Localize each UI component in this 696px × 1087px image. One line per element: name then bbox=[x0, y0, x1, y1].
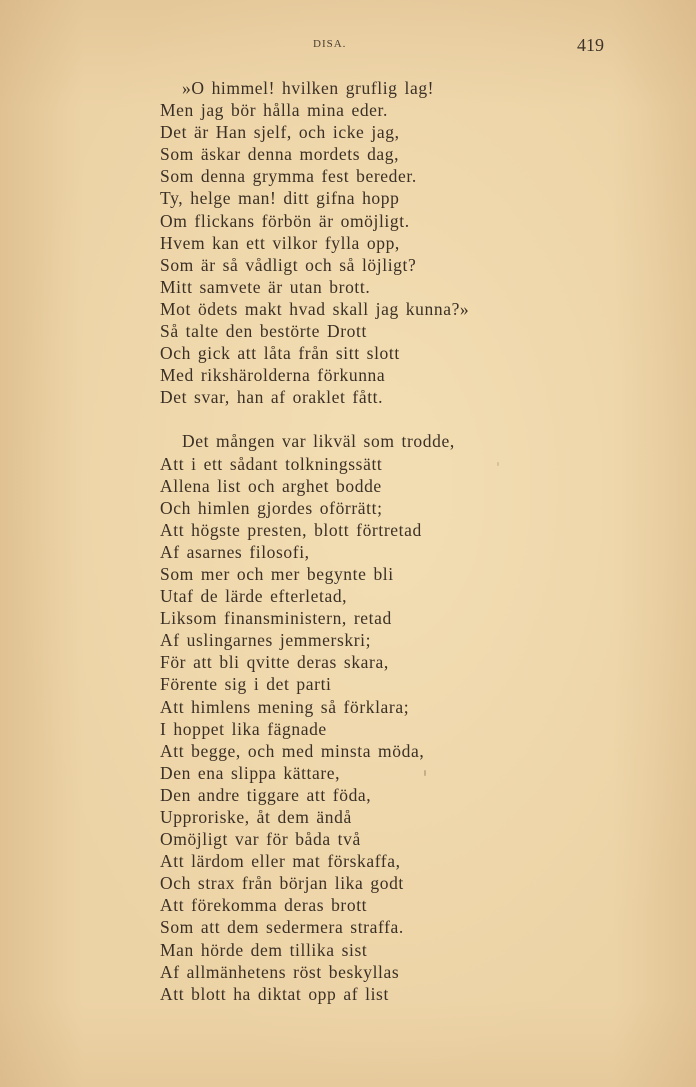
paper-speck bbox=[497, 462, 499, 466]
verse-line: Den andre tiggare att föda, bbox=[160, 784, 372, 805]
verse-line: Liksom finansministern, retad bbox=[160, 608, 392, 629]
running-head bbox=[0, 35, 696, 58]
verse-line: Som mer och mer begynte bli bbox=[160, 563, 394, 584]
verse-line: Förente sig i det parti bbox=[160, 674, 332, 695]
verse-line: Utaf de lärde efterletad, bbox=[160, 586, 348, 607]
verse-line: Att förekomma deras brott bbox=[160, 895, 368, 916]
verse-line: Och gick att låta från sitt slott bbox=[160, 343, 400, 364]
verse-line: Omöjligt var för båda två bbox=[160, 829, 361, 850]
verse-line: Den ena slippa kättare, bbox=[160, 762, 341, 783]
stanza-1 bbox=[160, 77, 540, 408]
verse-line: »O himmel! hvilken gruflig lag! bbox=[182, 78, 435, 98]
verse-line: Som denna grymma fest bereder. bbox=[160, 166, 417, 187]
verse-line: Mot ödets makt hvad skall jag kunna?» bbox=[160, 298, 470, 319]
verse-line: Det mången var likväl som trodde, bbox=[182, 431, 455, 452]
verse-line: Att himlens mening så förklara; bbox=[160, 696, 410, 717]
verse-line: I hoppet lika fägnade bbox=[160, 718, 327, 739]
stanza-2 bbox=[160, 430, 540, 1004]
verse-line: För att bli qvitte deras skara, bbox=[160, 652, 389, 673]
verse-line: Af uslingarnes jemmerskri; bbox=[160, 630, 372, 651]
verse-line: Med rikshärolderna förkunna bbox=[160, 365, 386, 386]
verse-line: Att lärdom eller mat förskaffa, bbox=[160, 851, 401, 872]
verse-line: Det är Han sjelf, och icke jag, bbox=[160, 122, 400, 143]
verse-line: Som äskar denna mordets dag, bbox=[160, 144, 400, 165]
verse-line: Att högste presten, blott förtretad bbox=[160, 519, 422, 540]
verse-line: Om flickans förbön är omöjligt. bbox=[160, 210, 410, 231]
verse-line: Af allmänhetens röst beskyllas bbox=[160, 961, 400, 982]
verse-line: Och himlen gjordes oförrätt; bbox=[160, 497, 383, 518]
verse-line: Man hörde dem tillika sist bbox=[160, 939, 368, 960]
verse-line: Att blott ha diktat opp af list bbox=[160, 983, 389, 1004]
verse-line: Och strax från början lika godt bbox=[160, 873, 404, 894]
verse-line: Men jag bör hålla mina eder. bbox=[160, 100, 388, 121]
paper-speck bbox=[424, 770, 426, 776]
verse-line: Som att dem sedermera straffa. bbox=[160, 917, 404, 938]
poem-text bbox=[160, 77, 540, 1005]
verse-line: Mitt samvete är utan brott. bbox=[160, 276, 371, 297]
running-title: DISA. bbox=[313, 38, 347, 50]
verse-line: Hvem kan ett vilkor fylla opp, bbox=[160, 232, 400, 253]
verse-line: Som är så vådligt och så löjligt? bbox=[160, 254, 417, 275]
verse-line: Allena list och arghet bodde bbox=[160, 475, 382, 496]
verse-line: Af asarnes filosofi, bbox=[160, 541, 310, 562]
verse-line: Att begge, och med minsta möda, bbox=[160, 740, 425, 761]
verse-line: Ty, helge man! ditt gifna hopp bbox=[160, 188, 400, 209]
verse-line: Att i ett sådant tolkningssätt bbox=[160, 453, 383, 474]
page-number: 419 bbox=[577, 35, 604, 55]
verse-line: Så talte den bestörte Drott bbox=[160, 321, 367, 342]
verse-line: Det svar, han af oraklet fått. bbox=[160, 387, 384, 408]
verse-line: Upproriske, åt dem ändå bbox=[160, 807, 352, 827]
